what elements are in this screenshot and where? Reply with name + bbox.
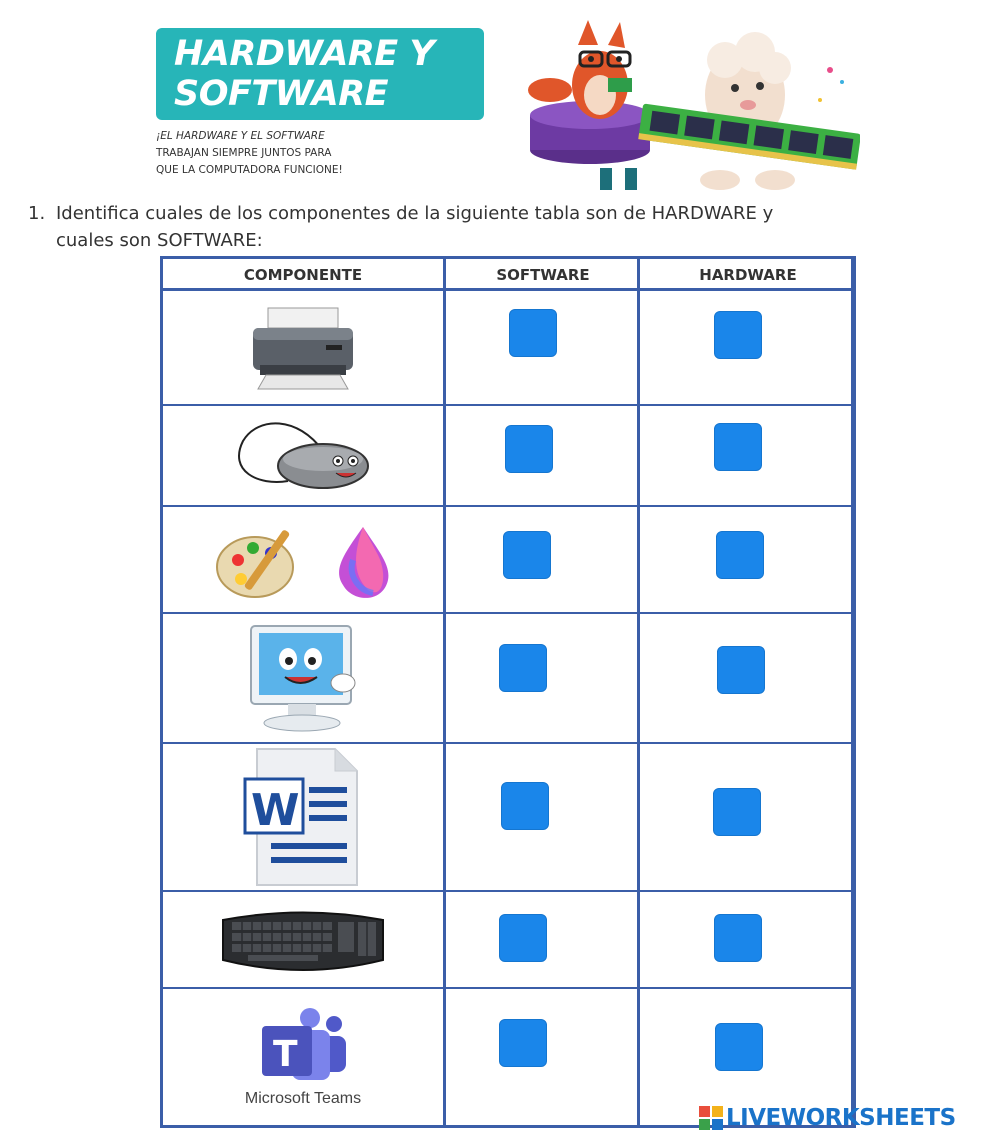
watermark-text: LIVEWORKSHEETS: [726, 1105, 956, 1131]
mouse-icon: [228, 411, 378, 501]
subtitle: [156, 128, 496, 179]
subtitle-line-1: ¡EL HARDWARE Y EL SOFTWARE: [156, 130, 325, 142]
software-checkbox[interactable]: [505, 425, 553, 473]
word-icon: [243, 747, 363, 887]
keyboard-icon: [218, 900, 388, 980]
hardware-checkbox[interactable]: [713, 788, 761, 836]
software-checkbox[interactable]: [501, 782, 549, 830]
components-table: [160, 256, 856, 1128]
header-software: SOFTWARE: [496, 265, 590, 284]
component-cell: [163, 892, 443, 987]
hardware-checkbox[interactable]: [714, 311, 762, 359]
teams-icon: [258, 1006, 348, 1086]
table-row: [163, 614, 853, 742]
table-row: [163, 892, 853, 987]
component-cell: [163, 406, 443, 505]
subtitle-line-2: TRABAJAN SIEMPRE JUNTOS PARA: [156, 147, 332, 159]
monitor-icon: [243, 621, 363, 736]
software-checkbox[interactable]: [499, 1019, 547, 1067]
instruction-line-1: Identifica cuales de los componentes de la siguiente tabla son de HARDWARE y: [56, 203, 774, 224]
paint-apps-icon: [213, 515, 393, 605]
hardware-checkbox[interactable]: [715, 1023, 763, 1071]
teams-label: Microsoft Teams: [244, 1090, 362, 1107]
hardware-checkbox[interactable]: [714, 914, 762, 962]
hardware-checkbox[interactable]: [716, 531, 764, 579]
liveworksheets-logo-icon: [698, 1105, 724, 1131]
software-checkbox[interactable]: [503, 531, 551, 579]
table-row: [163, 507, 853, 612]
page-title: [174, 34, 474, 114]
question-number: 1.: [28, 203, 46, 224]
table-row: [163, 744, 853, 890]
header-hardware: HARDWARE: [699, 265, 797, 284]
subtitle-line-3: QUE LA COMPUTADORA FUNCIONE!: [156, 164, 343, 176]
software-checkbox[interactable]: [509, 309, 557, 357]
component-cell: [163, 614, 443, 742]
header-componente: COMPONENTE: [243, 265, 363, 284]
component-cell: [163, 507, 443, 612]
component-cell: [163, 744, 443, 890]
svg-text:T: T: [273, 1034, 298, 1075]
title-banner: [156, 28, 484, 120]
liveworksheets-watermark: [698, 1103, 956, 1133]
component-cell: [163, 291, 443, 404]
instruction-line-2: cuales son SOFTWARE:: [56, 230, 263, 251]
title-line-1: HARDWARE Y: [174, 34, 435, 74]
hardware-checkbox[interactable]: [717, 646, 765, 694]
svg-text:W: W: [251, 785, 300, 836]
table-row: [163, 291, 853, 404]
instruction: [28, 200, 978, 254]
title-line-2: SOFTWARE: [174, 74, 389, 114]
hardware-checkbox[interactable]: [714, 423, 762, 471]
software-checkbox[interactable]: [499, 914, 547, 962]
table-row: [163, 406, 853, 505]
software-checkbox[interactable]: [499, 644, 547, 692]
mascots-illustration: [520, 10, 860, 195]
component-cell: [163, 989, 443, 1125]
printer-icon: [248, 303, 358, 393]
